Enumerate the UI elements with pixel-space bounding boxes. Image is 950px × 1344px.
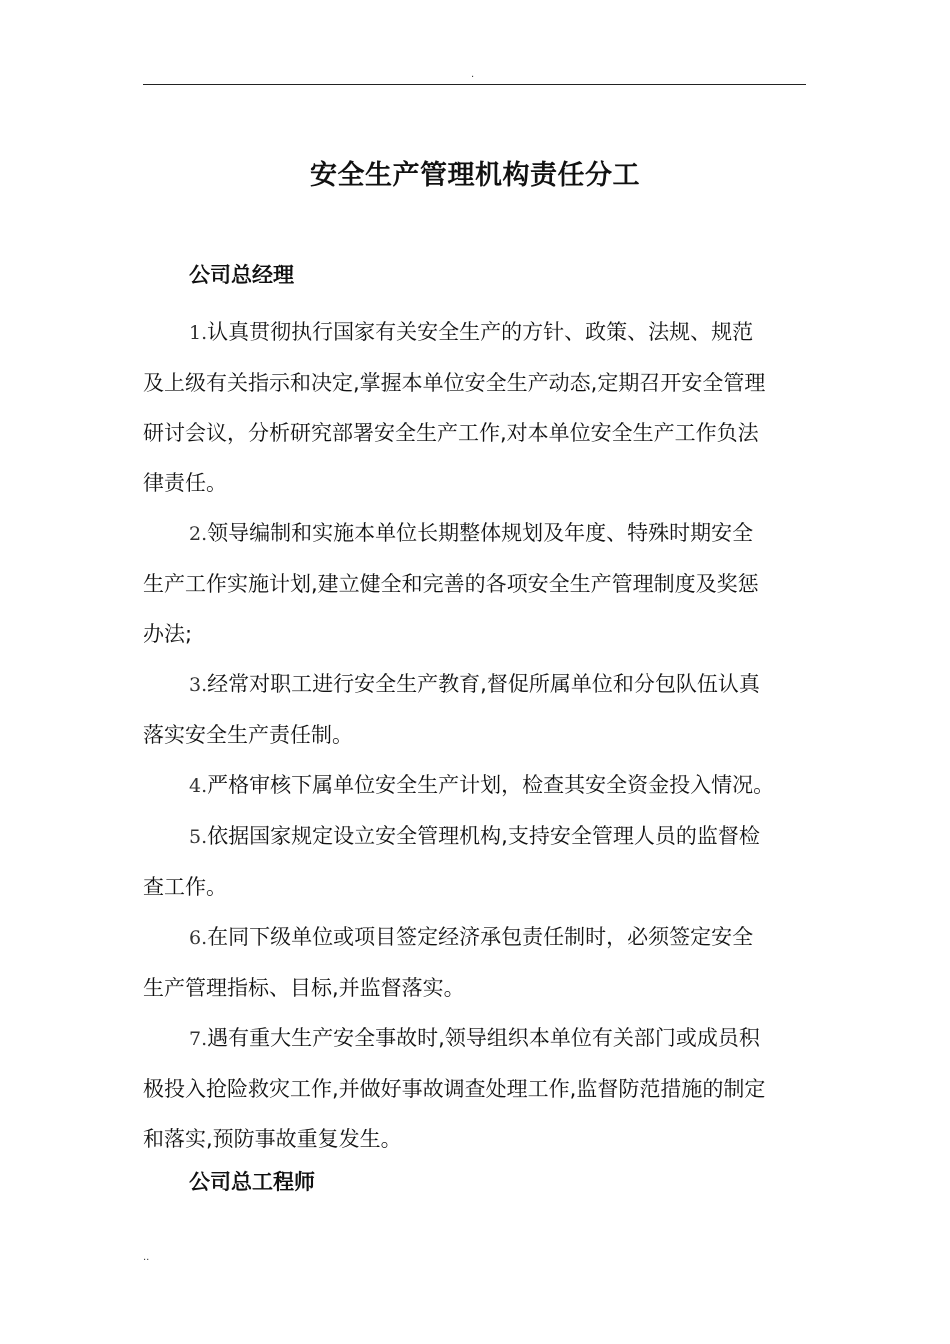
item-text: 严格审核下属单位安全生产计划，检查其安全资金投入情况。 [207,773,775,797]
item-number: 2. [189,523,208,545]
item-text: 经常对职工进行安全生产教育,督促所属单位和分包队伍认真 落实安全生产责任制。 [143,672,760,747]
duty-item-3 [143,659,806,760]
item-text: 认真贯彻执行国家有关安全生产的方针、政策、法规、规范 及上级有关指示和决定,掌握本单位安全生产动态,定期召开安全管理 研讨会议，分析研究部署安全生产工作,对本单位安全生产工作负法 律责任。 [143,320,766,495]
item-text: 在同下级单位或项目签定经济承包责任制时，必须签定安全 生产管理指标、目标,并监督落实。 [143,925,754,1000]
duty-item-2 [143,508,806,659]
item-number: 6. [189,927,208,949]
item-number: 7. [189,1028,208,1050]
header-mark: . [471,69,475,80]
footer-mark: .. [143,1252,150,1263]
duty-item-4 [143,760,806,811]
duty-item-7 [143,1013,806,1164]
item-text: 依据国家规定设立安全管理机构,支持安全管理人员的监督检 查工作。 [143,824,760,899]
section-heading-general-manager: 公司总经理 [189,263,294,287]
item-number: 3. [189,674,208,696]
document-title: 安全生产管理机构责任分工 [310,160,640,191]
duty-item-6 [143,912,806,1013]
item-number: 1. [189,322,208,344]
item-text: 领导编制和实施本单位长期整体规划及年度、特殊时期安全 生产工作实施计划,建立健全和完善的各项安全生产管理制度及奖惩 办法; [143,521,759,646]
item-text: 遇有重大生产安全事故时,领导组织本单位有关部门或成员积 极投入抢险救灾工作,并做好事故调查处理工作,监督防范措施的制定 和落实,预防事故重复发生。 [143,1026,766,1151]
item-number: 4. [189,775,208,797]
duty-item-1 [143,307,806,508]
section-heading-chief-engineer: 公司总工程师 [189,1170,315,1194]
duty-item-5 [143,811,806,912]
header-rule [143,84,806,85]
document-body [143,257,806,1214]
item-number: 5. [189,826,208,848]
